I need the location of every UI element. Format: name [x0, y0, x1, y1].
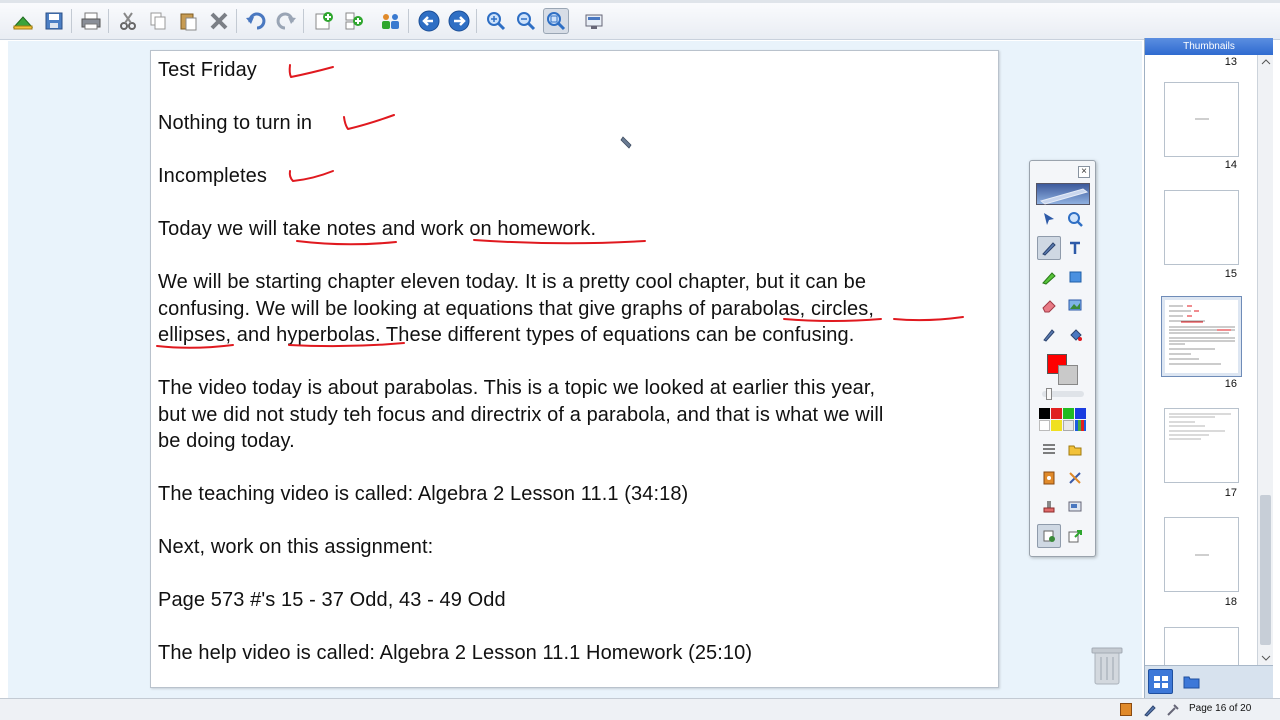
dropper-tool-icon[interactable] — [1037, 322, 1061, 346]
color-blue[interactable] — [1075, 408, 1086, 419]
paragraph-line: be doing today. — [158, 430, 295, 452]
capture-tool-icon[interactable] — [1063, 495, 1087, 519]
select-tool-icon[interactable] — [1037, 207, 1061, 231]
highlighter-tool-icon[interactable] — [1037, 265, 1061, 289]
underline-circles — [894, 317, 963, 320]
fill-tool-icon[interactable] — [1063, 322, 1087, 346]
cut-icon[interactable] — [115, 8, 141, 34]
tool-palette — [1029, 160, 1096, 557]
save-icon[interactable] — [41, 8, 67, 34]
copy-icon[interactable] — [145, 8, 171, 34]
paragraph-line: ellipses, and hyperbolas. These different types of equations can be confusing. — [158, 324, 855, 346]
line-style-icon[interactable] — [1037, 437, 1061, 461]
trash-icon[interactable] — [1090, 644, 1124, 686]
thumbnail-number: 18 — [1224, 596, 1237, 608]
eraser-tool-icon[interactable] — [1037, 293, 1061, 317]
secondary-color-swatch[interactable] — [1058, 365, 1078, 385]
thumbnail-number: 17 — [1224, 487, 1237, 499]
thumbnail-page-17[interactable] — [1164, 408, 1239, 483]
paragraph-line: confusing. We will be looking at equations that give graphs of parabolas, circles, — [158, 297, 875, 320]
status-settings-icon[interactable] — [1166, 703, 1180, 717]
thumbnails-header: Thumbnails — [1145, 38, 1273, 55]
add-page-icon[interactable] — [311, 8, 337, 34]
text-next-assignment: Next, work on this assignment: — [158, 536, 434, 558]
palette-close-button[interactable]: × — [1078, 166, 1090, 178]
paragraph-video-today — [158, 375, 883, 455]
scroll-up-icon — [1259, 57, 1273, 67]
print-icon[interactable] — [78, 8, 104, 34]
text-help-video: The help video is called: Algebra 2 Lesson 11.1 Homework (25:10) — [158, 642, 753, 664]
folder-tool-icon[interactable] — [1063, 437, 1087, 461]
color-white[interactable] — [1039, 420, 1050, 431]
text-nothing-to-turn-in: Nothing to turn in — [158, 112, 313, 134]
thumbnail-page-15[interactable] — [1164, 190, 1239, 265]
thumbnails-tab-icon[interactable] — [1148, 669, 1173, 694]
text-tool-icon[interactable] — [1063, 236, 1087, 260]
zoom-tool-icon[interactable] — [1063, 207, 1087, 231]
text-page-problems: Page 573 #'s 15 - 37 Odd, 43 - 49 Odd — [158, 589, 506, 611]
status-bar — [0, 698, 1280, 720]
delete-icon[interactable] — [206, 8, 232, 34]
share-icon[interactable] — [378, 8, 404, 34]
redo-icon[interactable] — [273, 8, 299, 34]
thumbnails-scrollbar[interactable] — [1257, 55, 1273, 665]
page-indicator: Page 16 of 20 — [1189, 703, 1252, 714]
color-grid — [1039, 408, 1089, 432]
text-teaching-video: The teaching video is called: Algebra 2 Lesson 11.1 (34:18) — [158, 483, 689, 505]
thumbnail-page-14[interactable] — [1164, 82, 1239, 157]
thumbnails-panel — [1144, 38, 1272, 698]
magic-tool-icon[interactable] — [1063, 466, 1087, 490]
open-file-icon[interactable] — [10, 8, 36, 34]
paragraph-chapter-eleven — [158, 269, 874, 349]
stamp-tool-icon[interactable] — [1037, 495, 1061, 519]
previous-page-icon[interactable] — [416, 8, 442, 34]
checkmark-nothing-to-turn-in — [344, 115, 394, 129]
zoom-out-icon[interactable] — [513, 8, 539, 34]
checkmark-incompletes — [290, 171, 333, 181]
color-red[interactable] — [1051, 408, 1062, 419]
status-pen-icon[interactable] — [1143, 703, 1157, 717]
pen-cursor-icon — [621, 137, 631, 148]
undo-icon[interactable] — [243, 8, 269, 34]
shape-tool-icon[interactable] — [1063, 265, 1087, 289]
thumbnail-page-19[interactable] — [1164, 627, 1239, 665]
thumbnail-page-18[interactable] — [1164, 517, 1239, 592]
image-tool-icon[interactable] — [1063, 293, 1087, 317]
scroll-down-icon — [1259, 653, 1273, 663]
thumbnail-number: 16 — [1224, 378, 1237, 390]
whiteboard-page[interactable] — [150, 50, 999, 688]
paragraph-line: The video today is about parabolas. This is a topic we looked at earlier this year, — [158, 377, 876, 399]
panel-tabs — [1145, 665, 1273, 698]
status-record-icon[interactable] — [1120, 703, 1132, 716]
thumbnail-number: 14 — [1224, 159, 1237, 171]
text-today-plan: Today we will take notes and work on homework. — [158, 218, 597, 240]
lock-tool-icon[interactable] — [1037, 524, 1061, 548]
color-yellow[interactable] — [1051, 420, 1062, 431]
width-slider-handle[interactable] — [1046, 388, 1052, 400]
paste-icon[interactable] — [175, 8, 201, 34]
thumbnail-number: 13 — [1224, 56, 1237, 68]
export-tool-icon[interactable] — [1063, 524, 1087, 548]
color-none[interactable] — [1063, 420, 1074, 431]
checkmark-test-friday — [290, 65, 333, 77]
zoom-fit-icon[interactable] — [543, 8, 569, 34]
thumbnail-number: 15 — [1224, 268, 1237, 280]
next-page-icon[interactable] — [446, 8, 472, 34]
thumbnail-preview — [1165, 300, 1238, 373]
scrollbar-thumb[interactable] — [1260, 495, 1271, 645]
zoom-in-icon[interactable] — [483, 8, 509, 34]
pen-preview — [1036, 183, 1090, 205]
title-strip — [0, 0, 1280, 3]
thumbnails-list[interactable] — [1145, 55, 1257, 665]
record-tool-icon[interactable] — [1037, 466, 1061, 490]
text-incompletes: Incompletes — [158, 165, 267, 187]
color-green[interactable] — [1063, 408, 1074, 419]
main-toolbar — [0, 0, 1280, 40]
paragraph-line: We will be starting chapter eleven today. It is a pretty cool chapter, but it can be — [158, 271, 867, 293]
gallery-tab-icon[interactable] — [1179, 669, 1204, 694]
width-slider[interactable] — [1042, 391, 1084, 397]
color-more[interactable] — [1075, 420, 1086, 431]
insert-page-icon[interactable] — [341, 8, 367, 34]
color-black[interactable] — [1039, 408, 1050, 419]
paragraph-line: but we did not study teh focus and directrix of a parabola, and that is what we will — [158, 403, 884, 426]
pen-tool-icon[interactable] — [1037, 236, 1061, 260]
thumbnail-page-16[interactable] — [1161, 296, 1242, 377]
text-test-friday: Test Friday — [158, 59, 257, 81]
screen-icon[interactable] — [581, 8, 607, 34]
